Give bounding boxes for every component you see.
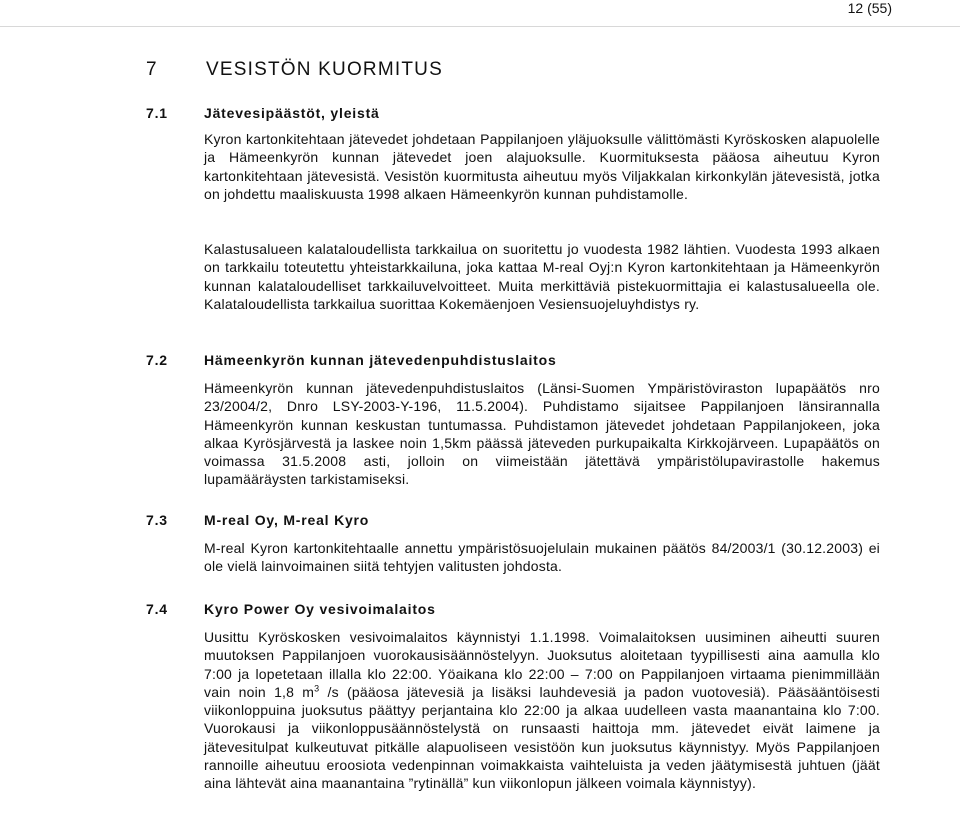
section-title: M-real Oy, M-real Kyro	[204, 512, 370, 528]
chapter-number: 7	[146, 59, 158, 80]
paragraph-text-continued: /s (pääosa jätevesiä ja lisäksi lauhdevesiä ja padon vuotovesiä). Pääsääntöisesti viikonloppuina juoksutus päättyy perjantaina klo 22:00 ja alkaa uudelleen vasta maanantaina klo 7:00. Vuorokausi ja viikonloppusäännöstelystä on runsaasti haittoja mm. jätevedet eivät laimene ja jätevesitulpat kulkeutuvat pitkälle alapuoliseen vesistöön kun juoksutus käynnistyy. Myös Pappilanjoen rannoille aiheutuu eroosiota vedenpinnan voimakkaista vaihteluista ja veden jäätymisestä juhtuen (jäät aina lähtevät aina maanantaina ”rytinällä” kun viikonlopun jälkeen voimala käynnistyy).	[204, 683, 880, 792]
paragraph: M-real Kyron kartonkitehtaalle annettu ympäristösuojelulain mukainen päätös 84/2003/1 (30.12.2003) ei ole vielä lainvoimainen siitä tehtyjen valitusten johdosta.	[204, 540, 880, 575]
section-number: 7.3	[146, 512, 168, 528]
paragraph	[204, 628, 880, 793]
section-title: Jätevesipäästöt, yleistä	[204, 105, 380, 121]
chapter-title	[146, 59, 443, 81]
page-number: 12 (55)	[847, 0, 892, 16]
section-title: Hämeenkyrön kunnan jätevedenpuhdistuslaitos	[204, 352, 557, 368]
chapter-title-text: VESISTÖN KUORMITUS	[206, 59, 443, 80]
section-heading-7-4	[146, 600, 436, 618]
section-number: 7.2	[146, 352, 168, 368]
section-heading-7-3	[146, 511, 369, 529]
paragraph: Hämeenkyrön kunnan jätevedenpuhdistuslaitos (Länsi-Suomen Ympäristöviraston lupapäätös nro 23/2004/2, Dnro LSY-2003-Y-196, 11.5.2004). Puhdistamo sijaitsee Pappilanjoen länsirannalla Hämeenkyrön kunnan keskustan tuntumassa. Puhdistamon jätevedet johdetaan Pappilanjokeen, joka alkaa Kyrösjärvestä ja laskee noin 1,5km päässä jäteveden purkupaikalta Kirkkojärveen. Lupapäätös on voimassa 31.5.2008 asti, jolloin on viimeistään jätettävä ympäristölupavirastolle hakemus lupamääräysten tarkistamiseksi.	[204, 380, 880, 488]
section-heading-7-1	[146, 104, 380, 122]
section-number: 7.4	[146, 601, 168, 617]
paragraph: Kalastusalueen kalataloudellista tarkkailua on suoritettu jo vuodesta 1982 lähtien. Vuodesta 1993 alkaen on tarkkailu toteutettu yhteistarkkailuna, joka kattaa M-real Oyj:n Kyron kartonkitehtaan ja Hämeenkyrön kunnan kalataloudelliset tarkkailuvelvoitteet. Muita merkittäviä pistekuormittajia ei kalastusalueella ole. Kalataloudellista tarkkailua suorittaa Kokemäenjoen Vesiensuojeluyhdistys ry.	[204, 241, 880, 312]
section-heading-7-2	[146, 351, 557, 369]
section-number: 7.1	[146, 105, 168, 121]
page-header	[0, 0, 960, 27]
paragraph-text: Uusittu Kyröskosken vesivoimalaitos käynnistyi 1.1.1998. Voimalaitoksen uusiminen aiheutti suuren muutoksen Pappilanjoen vuorokausisäännöstelyyn. Juoksutus aloitetaan tyypillisesti aina aamulla klo 7:00 ja lopetetaan illalla klo 22:00. Yöaikana klo 22:00 – 7:00 on Pappilanjoen virtaama pienimmillään vain noin 1,8 m	[204, 629, 880, 700]
paragraph: Kyron kartonkitehtaan jätevedet johdetaan Pappilanjoen yläjuoksulle välittömästi Kyröskosken alapuolelle ja Hämeenkyrön kunnan jätevedet joen alajuoksulle. Kuormituksesta pääosa aiheutuu Kyron kartonkitehtaan jätevesistä. Vesistön kuormitusta aiheutuu myös Viljakkalan kirkonkylän jätevesistä, jotka on johdettu maaliskuusta 1998 alkaen Hämeenkyrön kunnan puhdistamolle.	[204, 131, 880, 202]
section-title: Kyro Power Oy vesivoimalaitos	[204, 601, 436, 617]
superscript: 3	[314, 683, 320, 694]
